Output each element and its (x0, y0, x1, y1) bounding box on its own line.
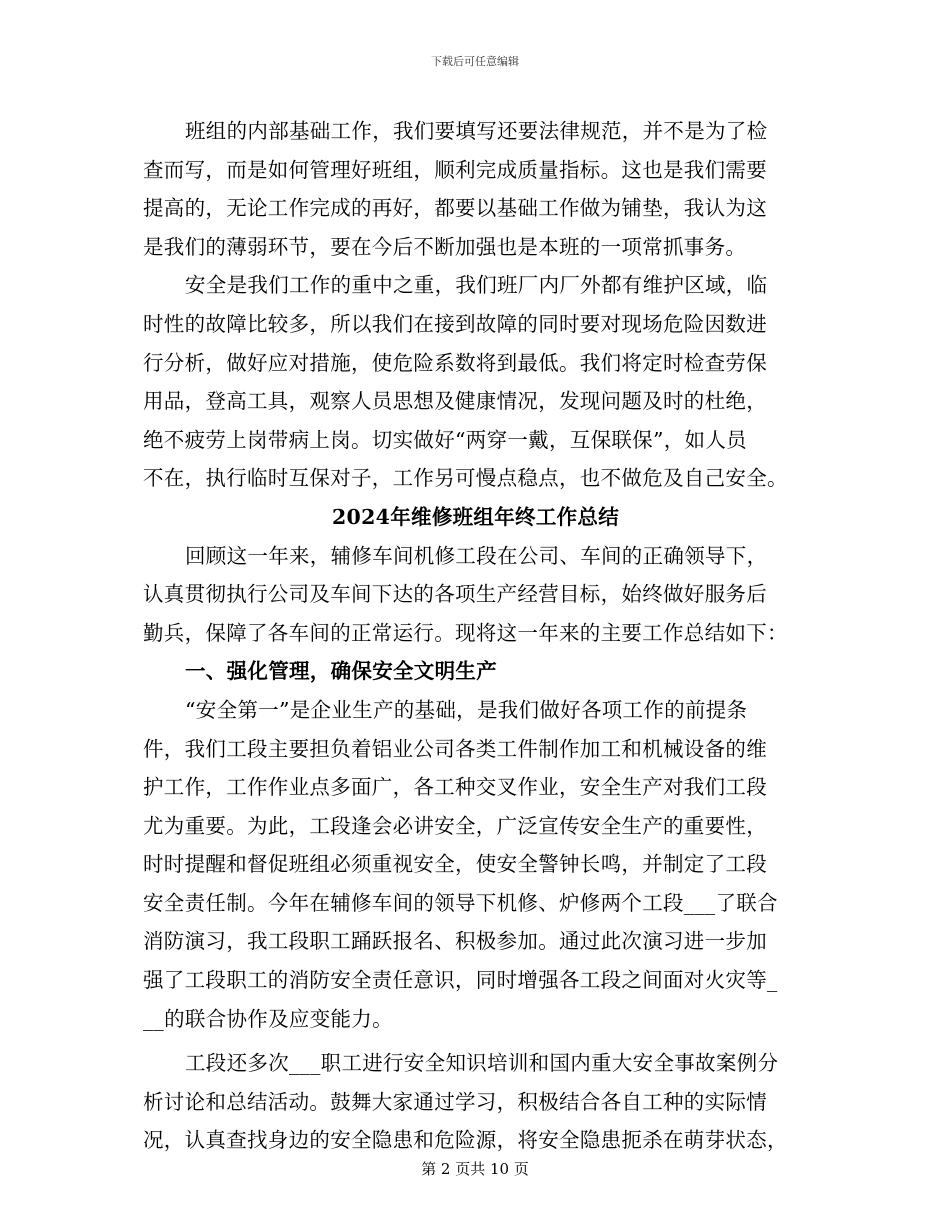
text-line: 回顾这一年来，辅修车间机修工段在公司、车间的正确领导下， (185, 543, 768, 568)
text-line: 行分析，做好应对措施，使危险系数将到最低。我们将定时检查劳保 (143, 350, 767, 375)
text-line: 时性的故障比较多，所以我们在接到故障的同时要对现场危险因数进 (143, 311, 767, 336)
text-line: 是我们的薄弱环节，要在今后不断加强也是本班的一项常抓事务。 (143, 234, 747, 259)
text-line: 绝不疲劳上岗带病上岗。切实做好“两穿一戴，互保联保”，如人员 (143, 427, 747, 452)
text-line: 安全是我们工作的重中之重，我们班厂内厂外都有维护区域，临 (185, 273, 768, 298)
text-line: “安全第一”是企业生产的基础，是我们做好各项工作的前提条 (185, 697, 748, 722)
text-line: 消防演习，我工段职工踊跃报名、积极参加。通过此次演习进一步加 (143, 929, 767, 954)
text-line: 班组的内部基础工作，我们要填写还要法律规范，并不是为了检 (185, 119, 768, 143)
text-line: 尤为重要。为此，工段逢会必讲安全，广泛宣传安全生产的重要性， (143, 813, 767, 838)
text-line: 析讨论和总结活动。鼓舞大家通过学习，积极结合各自工种的实际情 (143, 1089, 767, 1114)
text-line: 不在，执行临时互保对子，工作另可慢点稳点，也不做危及自己安全。 (143, 466, 788, 491)
text-line: 提高的，无论工作完成的再好，都要以基础工作做为铺垫，我认为这 (143, 196, 767, 221)
text-line: 查而写，而是如何管理好班组，顺利完成质量指标。这也是我们需要 (143, 157, 767, 182)
text-line: 况，认真查找身边的安全隐患和危险源，将安全隐患扼杀在萌芽状态， (143, 1128, 788, 1153)
text-line: 安全责任制。今年在辅修车间的领导下机修、炉修两个工段___了联合 (143, 890, 778, 915)
text-line: 强了工段职工的消防安全责任意识，同时增强各工段之间面对火灾等_ (143, 968, 778, 993)
text-line: 时时提醒和督促班组必须重视安全，使安全警钟长鸣，并制定了工段 (143, 852, 767, 877)
text-line: 用品，登高工具，观察人员思想及健康情况，发现问题及时的杜绝， (143, 389, 767, 414)
text-line: 护工作，工作作业点多面广，各工种交叉作业，安全生产对我们工段 (143, 775, 767, 800)
text-line: __的联合协作及应变能力。 (143, 1006, 393, 1031)
text-line: 工段还多次___职工进行安全知识培训和国内重大安全事故案例分 (185, 1051, 779, 1076)
section-heading: 一、强化管理，确保安全文明生产 (185, 659, 497, 684)
document-title: 2024年维修班组年终工作总结 (331, 504, 620, 529)
page-footer: 第 2 页共 10 页 (421, 1160, 529, 1178)
document-body (143, 112, 808, 1160)
text-line: 件，我们工段主要担负着铝业公司各类工件制作加工和机械设备的维 (143, 736, 767, 761)
text-line: 勤兵，保障了各车间的正常运行。现将这一年来的主要工作总结如下： (143, 620, 788, 645)
page-header: 下载后可任意编辑 (431, 55, 519, 68)
text-line: 认真贯彻执行公司及车间下达的各项生产经营目标，始终做好服务后 (143, 582, 767, 607)
